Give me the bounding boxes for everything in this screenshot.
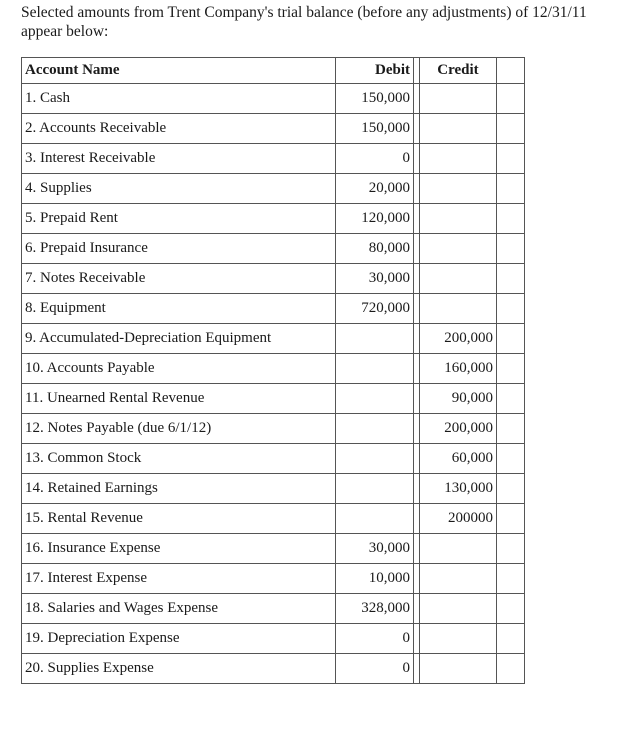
debit-cell: 150,000 bbox=[336, 114, 414, 144]
credit-cell bbox=[420, 594, 497, 624]
account-name-cell: 3. Interest Receivable bbox=[22, 144, 336, 174]
spacer-cell bbox=[497, 144, 525, 174]
spacer-cell bbox=[497, 114, 525, 144]
account-name-cell: 15. Rental Revenue bbox=[22, 504, 336, 534]
debit-cell bbox=[336, 474, 414, 504]
table-row bbox=[22, 264, 525, 294]
debit-cell: 0 bbox=[336, 144, 414, 174]
account-name-cell: 13. Common Stock bbox=[22, 444, 336, 474]
table-row bbox=[22, 324, 525, 354]
spacer-cell bbox=[497, 354, 525, 384]
spacer-cell bbox=[497, 324, 525, 354]
spacer-cell bbox=[497, 384, 525, 414]
debit-cell: 30,000 bbox=[336, 534, 414, 564]
table-row bbox=[22, 384, 525, 414]
spacer-cell bbox=[497, 264, 525, 294]
spacer-cell bbox=[497, 84, 525, 114]
spacer-cell bbox=[497, 564, 525, 594]
account-name-cell: 20. Supplies Expense bbox=[22, 654, 336, 684]
table-row bbox=[22, 534, 525, 564]
account-name-cell: 4. Supplies bbox=[22, 174, 336, 204]
table-row bbox=[22, 624, 525, 654]
table-row bbox=[22, 114, 525, 144]
spacer-cell bbox=[497, 174, 525, 204]
account-name-cell: 12. Notes Payable (due 6/1/12) bbox=[22, 414, 336, 444]
table-row bbox=[22, 144, 525, 174]
table-row bbox=[22, 174, 525, 204]
credit-cell bbox=[420, 144, 497, 174]
debit-cell: 10,000 bbox=[336, 564, 414, 594]
spacer-cell bbox=[497, 474, 525, 504]
table-row bbox=[22, 474, 525, 504]
table-row bbox=[22, 204, 525, 234]
credit-cell bbox=[420, 84, 497, 114]
spacer-cell bbox=[497, 444, 525, 474]
debit-cell bbox=[336, 444, 414, 474]
table-row bbox=[22, 294, 525, 324]
account-name-cell: 1. Cash bbox=[22, 84, 336, 114]
account-name-cell: 2. Accounts Receivable bbox=[22, 114, 336, 144]
trial-balance-table bbox=[21, 57, 525, 684]
table-row bbox=[22, 354, 525, 384]
account-name-cell: 7. Notes Receivable bbox=[22, 264, 336, 294]
credit-cell: 130,000 bbox=[420, 474, 497, 504]
credit-cell bbox=[420, 564, 497, 594]
account-name-cell: 6. Prepaid Insurance bbox=[22, 234, 336, 264]
table-row bbox=[22, 504, 525, 534]
credit-cell: 200000 bbox=[420, 504, 497, 534]
debit-cell bbox=[336, 504, 414, 534]
spacer-cell bbox=[497, 624, 525, 654]
intro-text: Selected amounts from Trent Company's trial balance (before any adjustments) of 12/31/11 appear below: bbox=[21, 4, 587, 40]
debit-cell: 30,000 bbox=[336, 264, 414, 294]
spacer-cell bbox=[497, 414, 525, 444]
credit-cell bbox=[420, 204, 497, 234]
credit-cell: 60,000 bbox=[420, 444, 497, 474]
table-row bbox=[22, 84, 525, 114]
credit-cell bbox=[420, 174, 497, 204]
credit-cell: 160,000 bbox=[420, 354, 497, 384]
account-name-cell: 18. Salaries and Wages Expense bbox=[22, 594, 336, 624]
credit-cell bbox=[420, 114, 497, 144]
spacer-cell bbox=[497, 594, 525, 624]
debit-cell bbox=[336, 384, 414, 414]
account-name-cell: 19. Depreciation Expense bbox=[22, 624, 336, 654]
debit-cell: 120,000 bbox=[336, 204, 414, 234]
account-name-cell: 8. Equipment bbox=[22, 294, 336, 324]
spacer-cell bbox=[497, 204, 525, 234]
credit-cell: 90,000 bbox=[420, 384, 497, 414]
table-row bbox=[22, 444, 525, 474]
account-name-cell: 9. Accumulated-Depreciation Equipment bbox=[22, 324, 336, 354]
account-name-cell: 11. Unearned Rental Revenue bbox=[22, 384, 336, 414]
debit-cell bbox=[336, 414, 414, 444]
credit-cell bbox=[420, 624, 497, 654]
spacer-cell bbox=[497, 234, 525, 264]
spacer-cell bbox=[497, 534, 525, 564]
account-name-cell: 17. Interest Expense bbox=[22, 564, 336, 594]
header-account-name: Account Name bbox=[22, 58, 336, 84]
debit-cell: 80,000 bbox=[336, 234, 414, 264]
debit-cell: 0 bbox=[336, 624, 414, 654]
spacer-cell bbox=[497, 654, 525, 684]
credit-cell bbox=[420, 534, 497, 564]
credit-cell bbox=[420, 654, 497, 684]
spacer-cell bbox=[497, 504, 525, 534]
credit-cell bbox=[420, 294, 497, 324]
debit-cell: 0 bbox=[336, 654, 414, 684]
credit-cell bbox=[420, 264, 497, 294]
debit-cell: 150,000 bbox=[336, 84, 414, 114]
credit-cell: 200,000 bbox=[420, 414, 497, 444]
debit-cell bbox=[336, 354, 414, 384]
credit-cell bbox=[420, 234, 497, 264]
header-credit: Credit bbox=[420, 58, 497, 84]
table-row bbox=[22, 654, 525, 684]
account-name-cell: 10. Accounts Payable bbox=[22, 354, 336, 384]
debit-cell: 720,000 bbox=[336, 294, 414, 324]
debit-cell: 328,000 bbox=[336, 594, 414, 624]
table-header-row bbox=[22, 58, 525, 84]
account-name-cell: 14. Retained Earnings bbox=[22, 474, 336, 504]
debit-cell bbox=[336, 324, 414, 354]
debit-cell: 20,000 bbox=[336, 174, 414, 204]
spacer-cell bbox=[497, 294, 525, 324]
table-row bbox=[22, 414, 525, 444]
table-row bbox=[22, 234, 525, 264]
header-debit: Debit bbox=[336, 58, 414, 84]
account-name-cell: 16. Insurance Expense bbox=[22, 534, 336, 564]
table-row bbox=[22, 564, 525, 594]
credit-cell: 200,000 bbox=[420, 324, 497, 354]
account-name-cell: 5. Prepaid Rent bbox=[22, 204, 336, 234]
table-row bbox=[22, 594, 525, 624]
header-spacer bbox=[497, 58, 525, 84]
